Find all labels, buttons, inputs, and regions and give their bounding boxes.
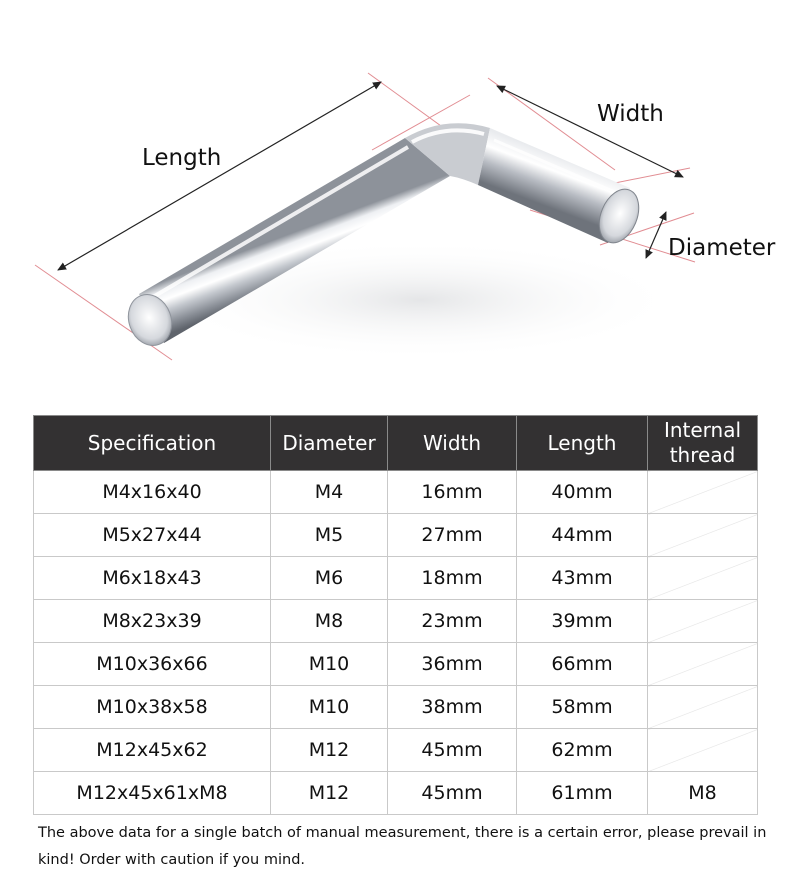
table-cell: 40mm: [517, 471, 648, 514]
table-row: [34, 729, 758, 772]
product-figure: [0, 0, 790, 405]
table-cell: M6: [271, 557, 388, 600]
table-cell: [648, 471, 758, 514]
table-cell: 39mm: [517, 600, 648, 643]
table-cell: [648, 686, 758, 729]
table-cell: 16mm: [388, 471, 517, 514]
length-label: Length: [142, 145, 222, 171]
table-cell: M4: [271, 471, 388, 514]
table-cell: 36mm: [388, 643, 517, 686]
table-cell: 45mm: [388, 729, 517, 772]
specification-table: [33, 415, 758, 815]
table-cell: M6x18x43: [34, 557, 271, 600]
table-cell: M12: [271, 772, 388, 815]
diameter-label: Diameter: [668, 235, 776, 261]
table-row: [34, 686, 758, 729]
table-row: [34, 471, 758, 514]
table-cell: 61mm: [517, 772, 648, 815]
header-specification: Specification: [34, 416, 271, 471]
table-cell: M4x16x40: [34, 471, 271, 514]
table-cell: 23mm: [388, 600, 517, 643]
table-cell: 62mm: [517, 729, 648, 772]
table-row: [34, 557, 758, 600]
table-cell: [648, 557, 758, 600]
table-cell: 44mm: [517, 514, 648, 557]
table-row: [34, 772, 758, 815]
header-width: Width: [388, 416, 517, 471]
table-cell: M12x45x62: [34, 729, 271, 772]
table-cell: M8: [271, 600, 388, 643]
table-cell: 38mm: [388, 686, 517, 729]
diameter-arrow: [646, 212, 666, 258]
table-row: [34, 600, 758, 643]
l-pin-illustration: [0, 0, 790, 405]
table-row: [34, 643, 758, 686]
table-row: [34, 514, 758, 557]
measurement-note: The above data for a single batch of manual measurement, there is a certain error, please prevail in kind! Order with caution if you mind.: [38, 825, 767, 868]
header-diameter: Diameter: [271, 416, 388, 471]
table-cell: M10: [271, 643, 388, 686]
table-cell: M8: [648, 772, 758, 815]
table-cell: M8x23x39: [34, 600, 271, 643]
table-cell: 66mm: [517, 643, 648, 686]
table-cell: 27mm: [388, 514, 517, 557]
table-cell: 18mm: [388, 557, 517, 600]
table-cell: [648, 600, 758, 643]
table-cell: M5x27x44: [34, 514, 271, 557]
table-cell: [648, 643, 758, 686]
table-cell: 43mm: [517, 557, 648, 600]
table-body: [34, 471, 758, 815]
header-internal-thread: Internal thread: [648, 416, 758, 471]
table-cell: M5: [271, 514, 388, 557]
table-cell: M10: [271, 686, 388, 729]
width-label: Width: [597, 101, 664, 127]
table-cell: [648, 514, 758, 557]
table-cell: M10x38x58: [34, 686, 271, 729]
table-cell: [648, 729, 758, 772]
table-cell: 45mm: [388, 772, 517, 815]
table-header-row: [34, 416, 758, 471]
header-length: Length: [517, 416, 648, 471]
table-cell: M12x45x61xM8: [34, 772, 271, 815]
table-cell: M10x36x66: [34, 643, 271, 686]
table-cell: M12: [271, 729, 388, 772]
table-cell: 58mm: [517, 686, 648, 729]
